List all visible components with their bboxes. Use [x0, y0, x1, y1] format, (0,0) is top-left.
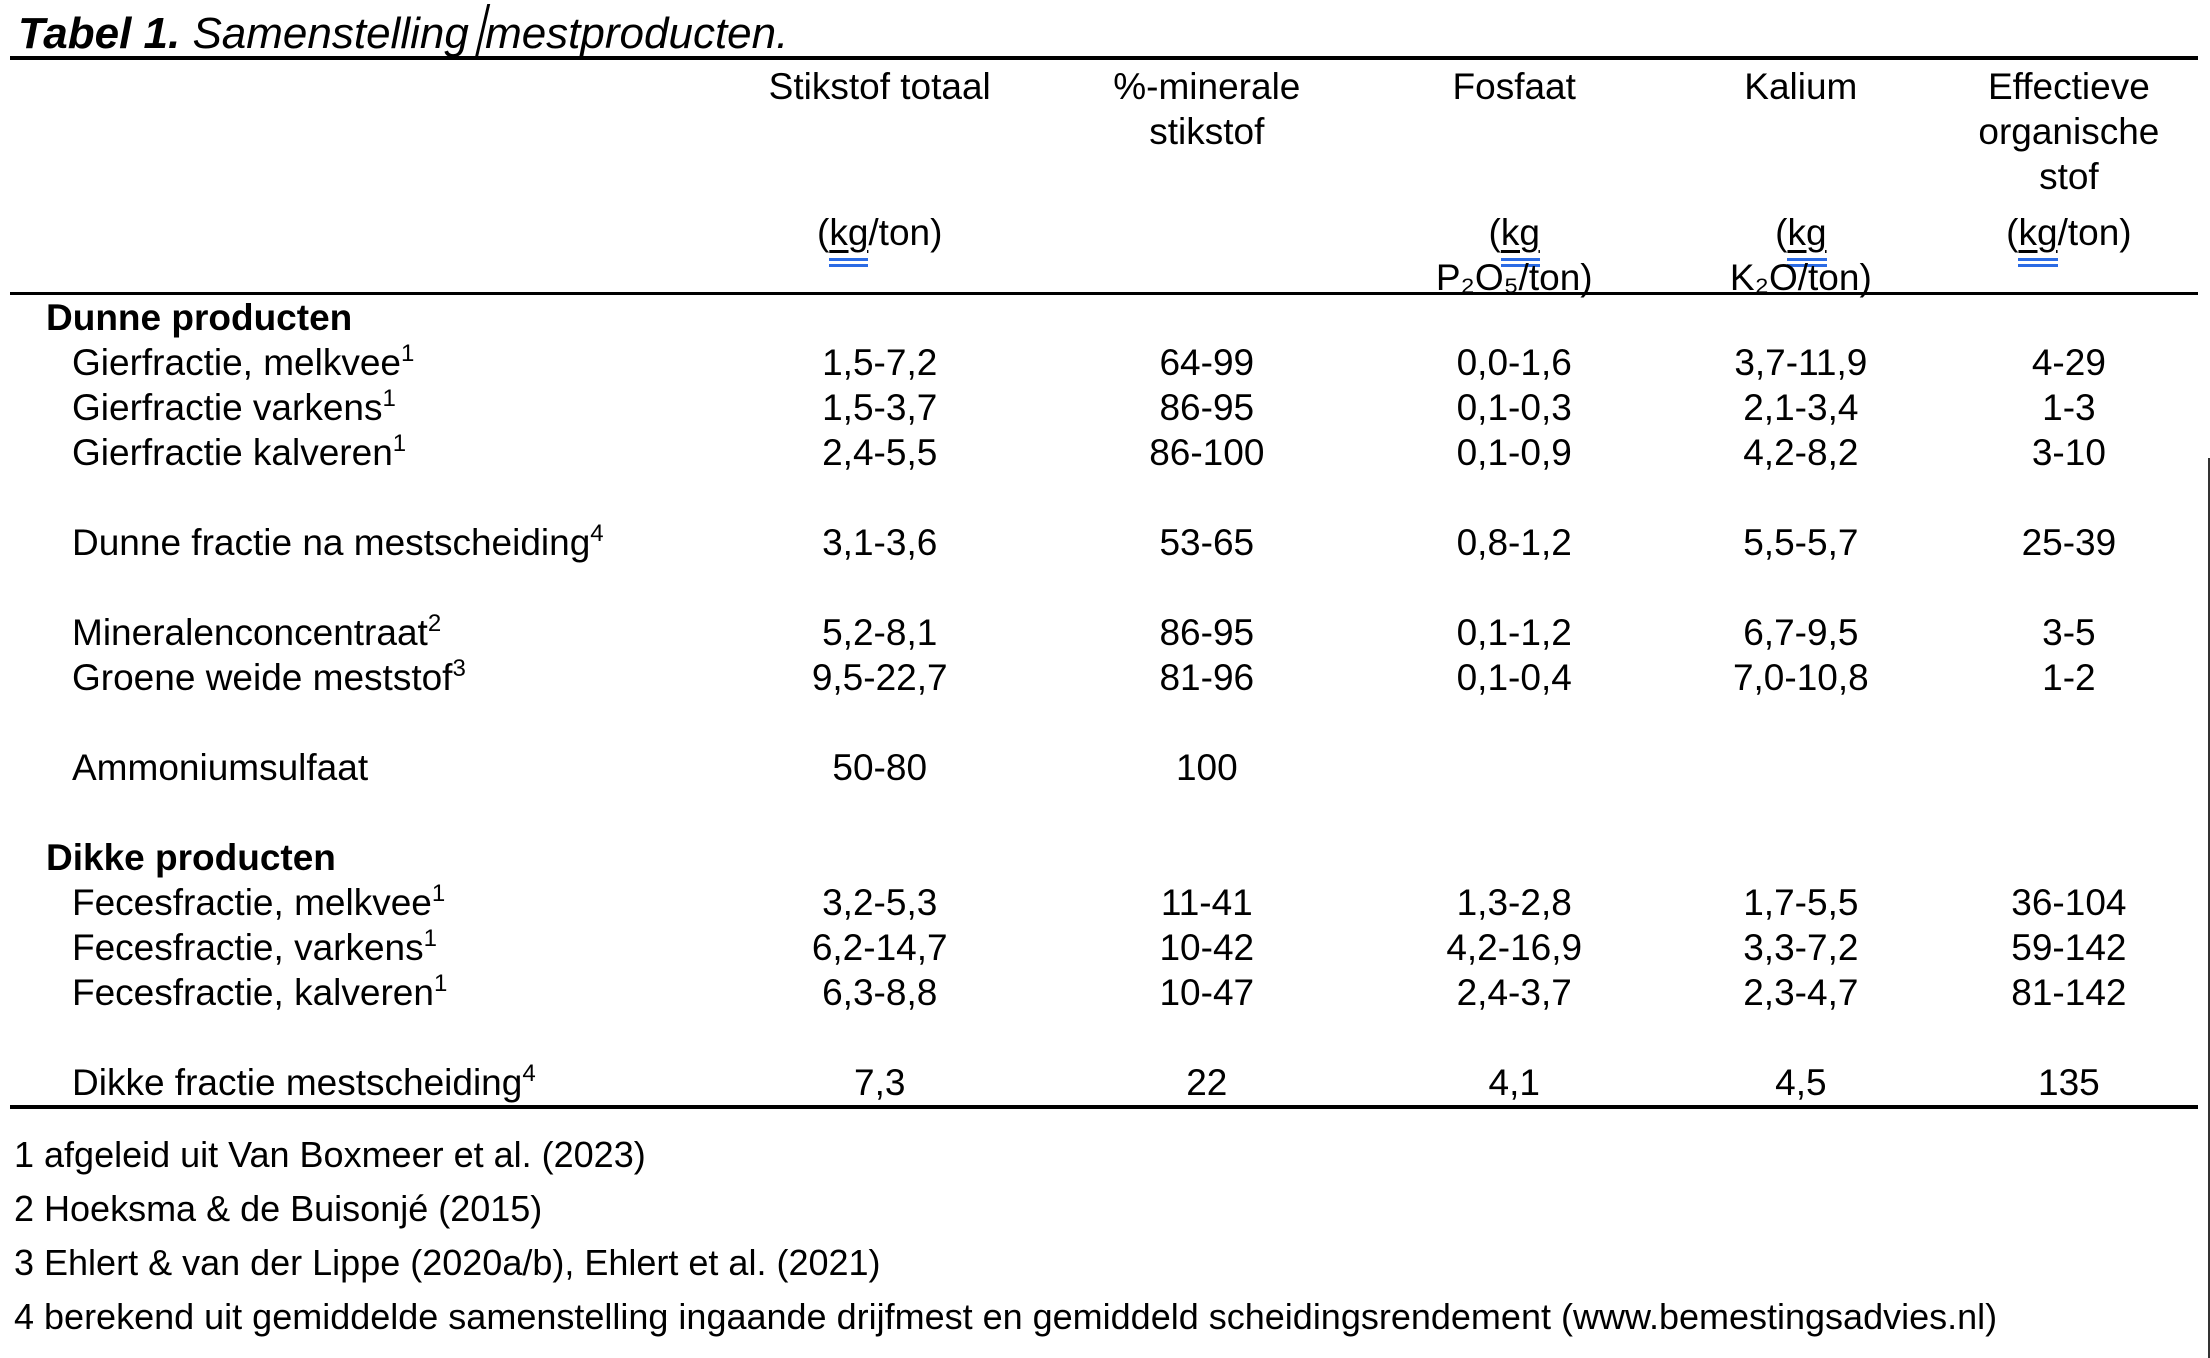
value-cell: 4-29 — [2031, 342, 2106, 383]
column-name-line: %-minerale — [1113, 66, 1301, 107]
value-cell: 5,2-8,1 — [822, 612, 938, 653]
column-name-line: Stikstof totaal — [768, 66, 991, 107]
column-name-line: Effectieve — [1987, 66, 2150, 107]
value-cell: 81-142 — [2011, 972, 2127, 1013]
column-units — [712, 210, 1047, 255]
column-name-line: organische — [1978, 111, 2160, 152]
column-unit-line: (kg/ton) — [1940, 210, 2198, 255]
footnote-marker: 1 — [423, 925, 437, 952]
row-label: Gierfractie, melkvee$^1$ — [72, 340, 415, 383]
footnotes — [14, 1128, 2200, 1344]
spacer-cell — [10, 1015, 2198, 1060]
spellcheck-underlined-kg: kg — [1501, 212, 1540, 267]
data-row — [10, 925, 2198, 970]
table-body — [10, 294, 2198, 1108]
footnote-marker: 1 — [382, 385, 396, 412]
spacer-cell — [10, 475, 2198, 520]
value-cell: 81-96 — [1159, 657, 1255, 698]
value-cell: 86-95 — [1159, 387, 1255, 428]
footnote-line: 4 berekend uit gemiddelde samenstelling ingaande drijfmest en gemiddeld scheidingsrendement (www.bemestingsadvies.nl) — [14, 1296, 1998, 1337]
footnote-marker: 3 — [452, 655, 466, 682]
row-label: Ammoniumsulfaat — [72, 747, 369, 788]
value-cell: 4,2-16,9 — [1446, 927, 1583, 968]
column-name — [1940, 64, 2198, 199]
row-label: Dikke fractie mestscheiding$^4$ — [10, 1060, 712, 1107]
spacer-cell — [10, 565, 2198, 610]
spacer-row — [10, 475, 2198, 520]
column-units — [1662, 210, 1940, 300]
section-label: Dunne producten — [46, 297, 353, 338]
value-cell: 3-10 — [2031, 432, 2106, 473]
caption-text-after: mestproducten. — [485, 9, 789, 58]
value-cell: 10-47 — [1159, 972, 1255, 1013]
header-cell — [712, 58, 1047, 294]
column-unit-line: (kg — [1662, 210, 1940, 255]
spacer-cell — [10, 700, 2198, 745]
footnote-marker: 1 — [433, 970, 448, 997]
footnote-marker: 4 — [522, 1060, 536, 1087]
data-row — [10, 340, 2198, 385]
data-row — [10, 1060, 2198, 1107]
header-cell-products — [10, 58, 712, 294]
column-name-line: Fosfaat — [1452, 66, 1576, 107]
data-row — [10, 970, 2198, 1015]
table-caption — [18, 4, 788, 62]
column-name — [1367, 64, 1662, 109]
footnote-line: 1 afgeleid uit Van Boxmeer et al. (2023) — [14, 1134, 646, 1175]
value-cell — [1940, 745, 2198, 790]
footnote-marker: 1 — [431, 880, 446, 907]
spellcheck-underlined-kg: kg — [829, 212, 868, 267]
value-cell: 7,0-10,8 — [1732, 657, 1869, 698]
data-row — [10, 880, 2198, 925]
row-label: Dunne fractie na mestscheiding$^4$ — [72, 520, 604, 563]
spacer-row — [10, 700, 2198, 745]
value-cell: 1,5-7,2 — [822, 342, 938, 383]
value-cell: 50-80 — [832, 747, 928, 788]
value-cell: 7,3 — [712, 1060, 1047, 1107]
value-cell: 0,1-0,4 — [1456, 657, 1572, 698]
header-cell — [1662, 58, 1940, 298]
value-cell: 25-39 — [2021, 522, 2117, 563]
value-cell: 0,0-1,6 — [1456, 342, 1572, 383]
value-cell: 0,1-0,3 — [1456, 387, 1572, 428]
header-row — [10, 58, 2198, 294]
column-unit-line: K₂O/ton) — [1729, 257, 1872, 298]
column-units — [1367, 210, 1662, 300]
row-label: Gierfractie varkens$^1$ — [72, 385, 396, 428]
footnote-marker: 2 — [427, 610, 442, 637]
value-cell: 36-104 — [2011, 882, 2127, 923]
spellcheck-underlined-kg: kg — [2018, 212, 2057, 267]
footnote-marker: 4 — [590, 520, 604, 547]
header-cell — [1940, 58, 2198, 294]
value-cell: 3,2-5,3 — [822, 882, 938, 923]
data-row — [10, 655, 2198, 700]
value-cell: 1,3-2,8 — [1456, 882, 1572, 923]
footnote-marker: 1 — [401, 340, 415, 367]
value-cell — [1367, 745, 1662, 790]
header-cell — [1047, 58, 1366, 294]
section-label: Dikke producten — [46, 837, 336, 878]
value-cell: 3,7-11,9 — [1734, 342, 1868, 383]
row-label: Mineralenconcentraat$^2$ — [72, 610, 442, 653]
data-row — [10, 430, 2198, 475]
spellcheck-underlined-kg: kg — [1787, 212, 1826, 267]
composition-table — [10, 56, 2198, 1109]
header-cell — [1367, 58, 1662, 298]
value-cell: 2,4-5,5 — [822, 432, 938, 473]
value-cell: 135 — [1940, 1060, 2198, 1107]
value-cell: 4,1 — [1367, 1060, 1662, 1107]
value-cell: 53-65 — [1159, 522, 1255, 563]
value-cell: 3,3-7,2 — [1743, 927, 1859, 968]
value-cell: 59-142 — [2011, 927, 2127, 968]
value-cell: 6,3-8,8 — [822, 972, 938, 1013]
value-cell: 6,7-9,5 — [1743, 612, 1859, 653]
row-label: Fecesfractie, melkvee$^1$ — [72, 880, 446, 923]
column-name-line: stof — [2039, 156, 2099, 197]
value-cell: 100 — [1175, 747, 1238, 788]
data-row — [10, 385, 2198, 430]
data-row — [10, 745, 2198, 790]
row-label: Fecesfractie, varkens$^1$ — [72, 925, 437, 968]
value-cell: 10-42 — [1159, 927, 1255, 968]
value-cell: 9,5-22,7 — [811, 657, 948, 698]
value-cell: 11-41 — [1160, 882, 1253, 923]
column-name — [712, 64, 1047, 109]
footnote-line: 3 Ehlert & van der Lippe (2020a/b), Ehlert et al. (2021) — [14, 1242, 881, 1283]
column-name — [1047, 64, 1366, 154]
column-name — [1662, 64, 1940, 109]
value-cell: 2,4-3,7 — [1456, 972, 1572, 1013]
column-name-line: stikstof — [1149, 111, 1265, 152]
spacer-cell — [10, 790, 2198, 835]
value-cell: 6,2-14,7 — [811, 927, 948, 968]
column-name-line: Kalium — [1744, 66, 1858, 107]
value-cell: 64-99 — [1159, 342, 1255, 383]
row-label: Fecesfractie, kalveren$^1$ — [72, 970, 448, 1013]
spacer-row — [10, 790, 2198, 835]
value-cell: 0,1-0,9 — [1456, 432, 1572, 473]
caption-number: Tabel 1. — [18, 9, 181, 58]
column-unit-line: (kg/ton) — [712, 210, 1047, 255]
value-cell: 3,1-3,6 — [822, 522, 938, 563]
value-cell: 4,5 — [1662, 1060, 1940, 1107]
value-cell: 0,1-1,2 — [1456, 612, 1572, 653]
value-cell: 22 — [1047, 1060, 1366, 1107]
value-cell: 2,1-3,4 — [1743, 387, 1859, 428]
value-cell: 1-2 — [2042, 657, 2096, 698]
value-cell — [1662, 745, 1940, 790]
data-row — [10, 610, 2198, 655]
value-cell: 1,7-5,5 — [1743, 882, 1859, 923]
row-label: Gierfractie kalveren$^1$ — [72, 430, 407, 473]
data-row — [10, 520, 2198, 565]
footnote-line: 2 Hoeksma & de Buisonjé (2015) — [14, 1188, 543, 1229]
column-units — [1940, 210, 2198, 255]
spacer-row — [10, 565, 2198, 610]
value-cell: 1,5-3,7 — [822, 387, 938, 428]
footnote-marker: 1 — [392, 430, 407, 457]
value-cell: 4,2-8,2 — [1743, 432, 1859, 473]
value-cell: 86-100 — [1149, 432, 1265, 473]
column-unit-line: P₂O₅/ton) — [1435, 257, 1593, 298]
section-row — [10, 294, 2198, 341]
spacer-row — [10, 1015, 2198, 1060]
caption-text-before: Samenstelling — [192, 9, 469, 58]
section-row — [10, 835, 2198, 880]
value-cell: 5,5-5,7 — [1743, 522, 1859, 563]
column-unit-line: (kg — [1367, 210, 1662, 255]
value-cell: 0,8-1,2 — [1456, 522, 1572, 563]
value-cell: 86-95 — [1159, 612, 1255, 653]
value-cell: 3-5 — [2042, 612, 2096, 653]
table-header — [10, 58, 2198, 298]
value-cell: 2,3-4,7 — [1743, 972, 1859, 1013]
row-label: Groene weide meststof$^3$ — [72, 655, 466, 698]
value-cell: 1-3 — [2042, 387, 2096, 428]
